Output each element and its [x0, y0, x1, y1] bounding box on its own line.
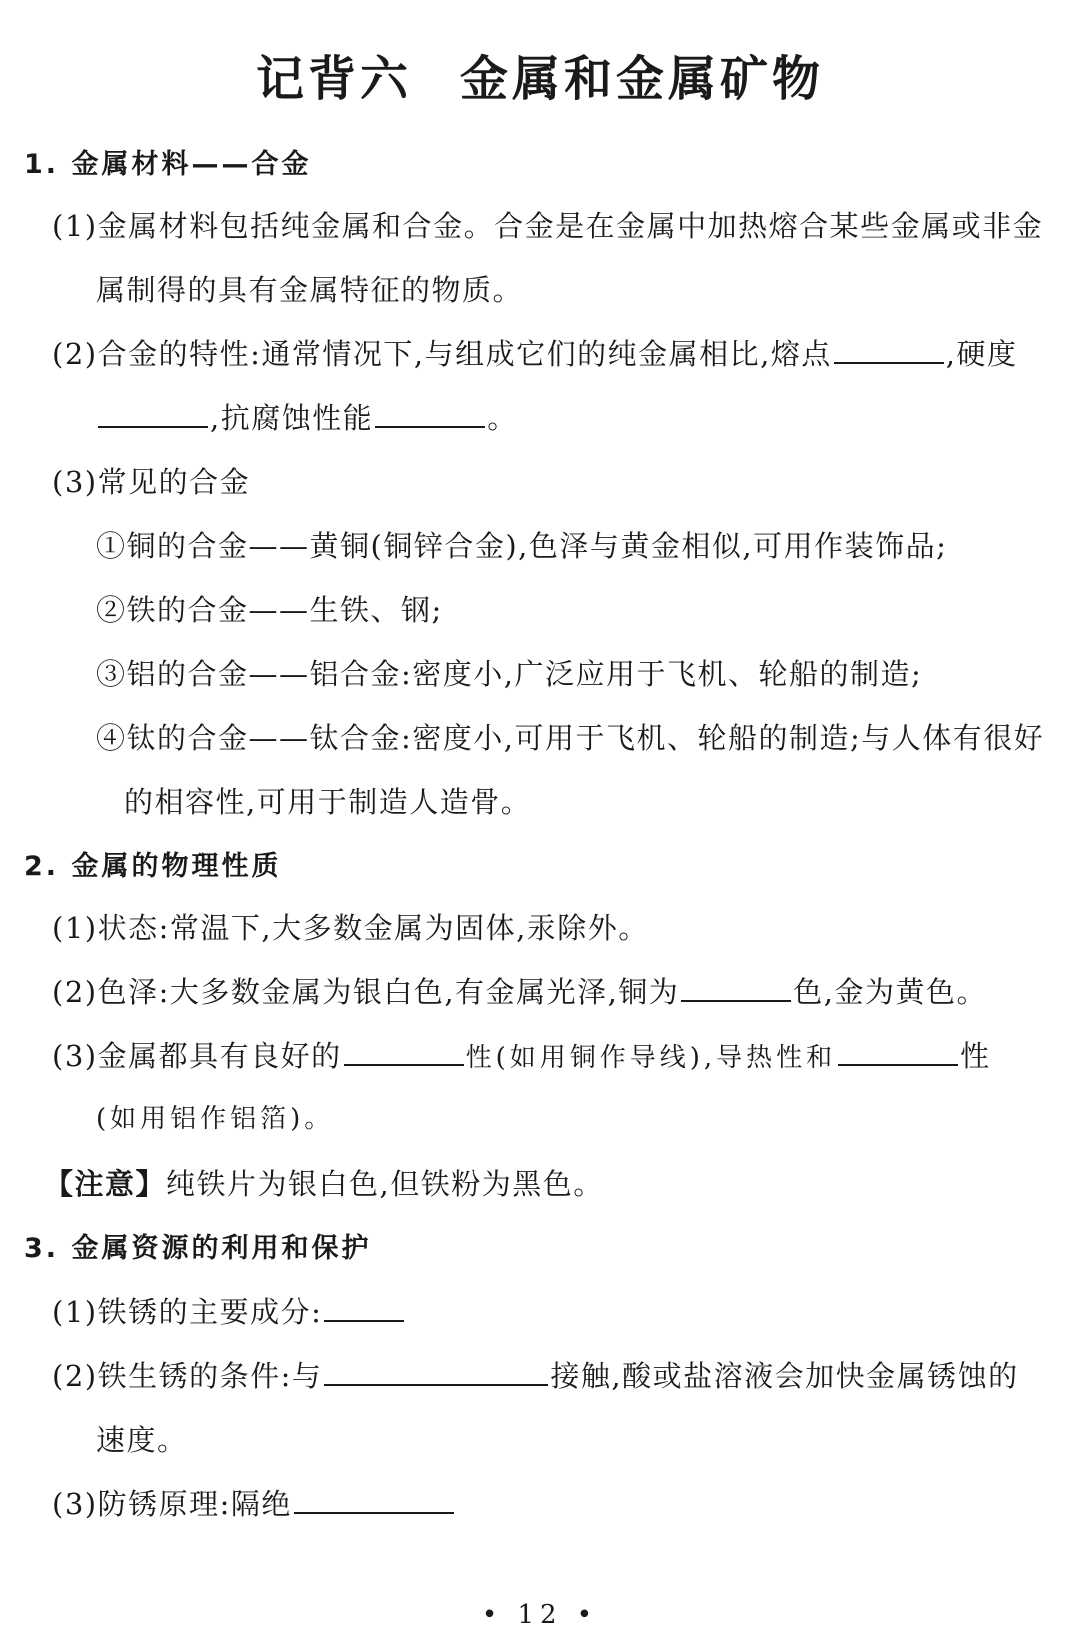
ductility-blank[interactable]	[838, 1038, 958, 1066]
s2-p3-line1	[52, 1034, 991, 1075]
rust-condition-blank[interactable]	[324, 1358, 548, 1386]
s2-p3-line2: (如用铝作铝箔)。	[96, 1104, 335, 1134]
s1-p2-text-d: 。	[487, 401, 518, 435]
s3-p3-text: (3)防锈原理:隔绝	[52, 1487, 292, 1521]
copper-color-blank[interactable]	[681, 974, 791, 1002]
alloy-item-titanium-line2: 的相容性,可用于制造人造骨。	[124, 785, 532, 819]
alloy-item-titanium-line1: ④钛的合金——钛合金:密度小,可用于飞机、轮船的制造;与人体有很好	[96, 721, 1045, 755]
s1-p2-text-c: ,抗腐蚀性能	[210, 401, 374, 435]
melting-point-blank[interactable]	[834, 336, 944, 364]
s3-p2-line2: 速度。	[96, 1423, 188, 1457]
title-part1: 记背六	[255, 51, 412, 107]
s3-p2-text-b: 接触,酸或盐溶液会加快金属锈蚀的	[550, 1359, 1019, 1393]
s3-p2-text-a: (2)铁生锈的条件:与	[52, 1359, 323, 1393]
s2-p2	[52, 970, 987, 1011]
s2-p2-text-b: 色,金为黄色。	[793, 975, 988, 1009]
s3-p1	[52, 1290, 406, 1331]
s2-p3-text-a: (3)金属都具有良好的	[52, 1039, 342, 1073]
section-2-heading: 2. 金属的物理性质	[24, 851, 282, 882]
s2-p1: (1)状态:常温下,大多数金属为固体,汞除外。	[52, 911, 649, 945]
s1-p3: (3)常见的合金	[52, 465, 251, 499]
page-number: • 12 •	[481, 1600, 599, 1630]
s1-p1-line2: 属制得的具有金属特征的物质。	[96, 273, 524, 307]
note	[44, 1162, 604, 1203]
s3-p3	[52, 1482, 456, 1523]
alloy-item-iron: ②铁的合金——生铁、钢;	[96, 593, 443, 627]
section-3-heading: 3. 金属资源的利用和保护	[24, 1233, 372, 1264]
title-part2: 金属和金属矿物	[460, 51, 825, 107]
page-title	[0, 40, 1080, 109]
s2-p3-text-c: 性	[960, 1039, 991, 1073]
s1-p2-text-b: ,硬度	[945, 337, 1018, 371]
rust-prevention-blank[interactable]	[294, 1486, 454, 1514]
section-1-heading: 1. 金属材料——合金	[24, 149, 312, 180]
alloy-item-aluminum: ③铝的合金——铝合金:密度小,广泛应用于飞机、轮船的制造;	[96, 657, 923, 691]
s3-p2-line1	[52, 1354, 1019, 1395]
s2-p2-text-a: (2)色泽:大多数金属为银白色,有金属光泽,铜为	[52, 975, 680, 1009]
s1-p2-text-a: (2)合金的特性:通常情况下,与组成它们的纯金属相比,熔点	[52, 337, 832, 371]
note-label: 【注意】	[44, 1167, 167, 1201]
s1-p2-line1	[52, 332, 1018, 373]
rust-component-blank[interactable]	[324, 1294, 404, 1322]
s3-p1-text: (1)铁锈的主要成分:	[52, 1295, 323, 1329]
alloy-item-copper: ①铜的合金——黄铜(铜锌合金),色泽与黄金相似,可用作装饰品;	[96, 529, 948, 563]
s1-p2-line2	[96, 396, 518, 437]
corrosion-resistance-blank[interactable]	[375, 400, 485, 428]
s1-p1-line1: (1)金属材料包括纯金属和合金。合金是在金属中加热熔合某些金属或非金	[52, 209, 1044, 243]
s2-p3-text-b: 性(如用铜作导线),导热性和	[465, 1043, 837, 1073]
hardness-blank[interactable]	[98, 400, 208, 428]
note-text: 纯铁片为银白色,但铁粉为黑色。	[166, 1167, 604, 1201]
conductivity-blank[interactable]	[344, 1038, 464, 1066]
